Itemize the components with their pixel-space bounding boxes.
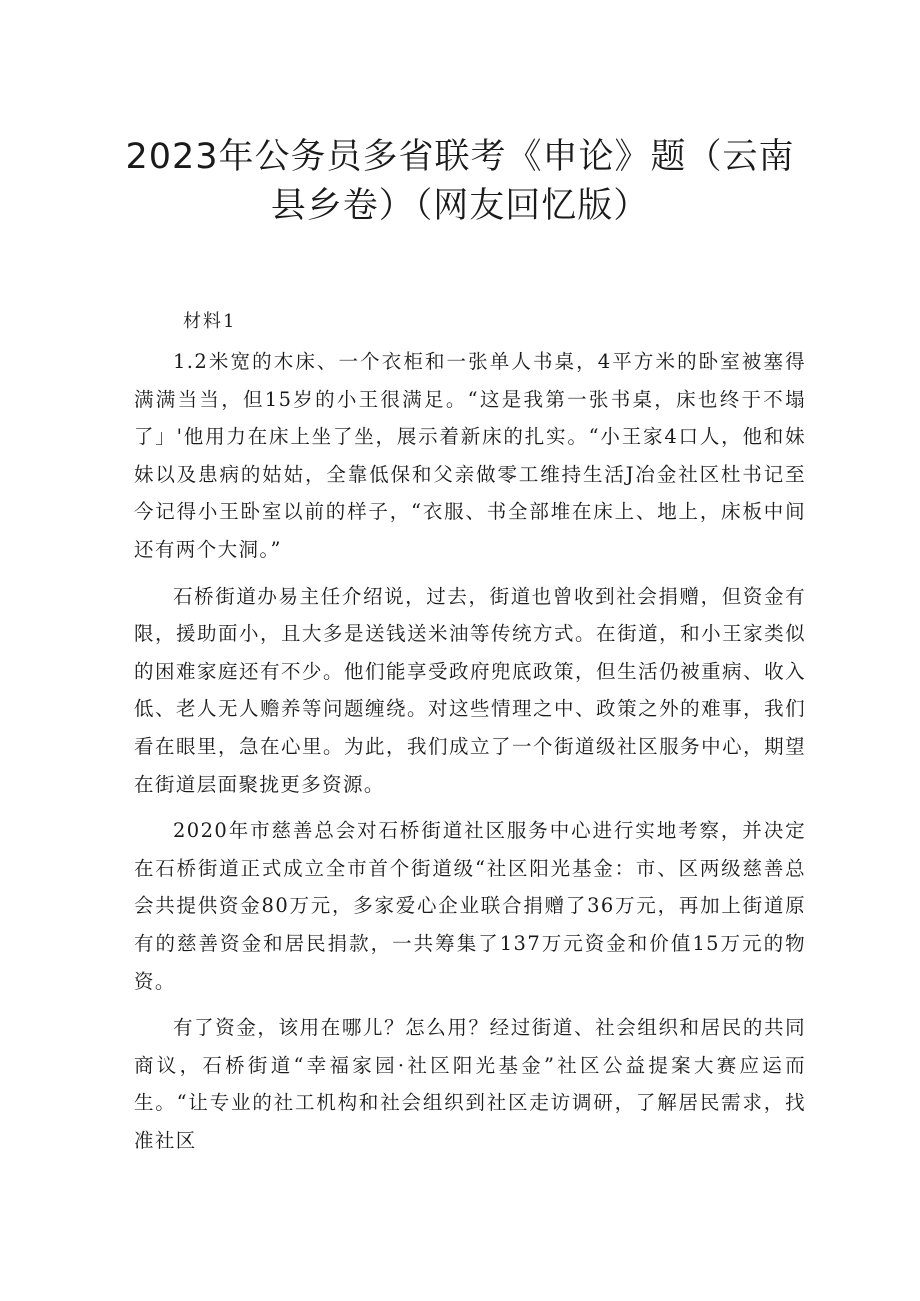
paragraph-1: 1.2米宽的木床、一个衣柜和一张单人书桌，4平方米的卧室被塞得满满当当，但15岁的小王很满足。“这是我第一张书桌，床也终于不塌了」'他用力在床上坐了坐，展示着新床的扎实。“小王家4口人，他和妹妹以及患病的姑姑，全靠低保和父亲做零工维持生活J冶金社区杜书记至今记得小王卧室以前的样子，“衣服、书全部堆在床上、地上，床板中间还有两个大洞。” <box>134 350 806 561</box>
paragraph-2: 石桥街道办易主任介绍说，过去，街道也曾收到社会捐赠，但资金有限，援助面小，且大多是送钱送米油等传统方式。在街道，和小王家类似的困难家庭还有不少。他们能享受政府兜底政策，但生活仍被重病、收入低、老人无人赡养等问题缠绕。对这些情理之中、政策之外的难事，我们看在眼里，急在心里。为此，我们成立了一个街道级社区服务中心，期望在街道层面聚拢更多资源。 <box>134 584 806 796</box>
section-label: 材料1 <box>183 311 237 332</box>
body-text <box>134 343 806 1168</box>
document-title-line-1: 2023年公务员多省联考《申论》题（云南 <box>125 137 795 177</box>
paragraph-3: 2020年市慈善总会对石桥街道社区服务中心进行实地考察，并决定在石桥街道正式成立全市首个街道级“社区阳光基金：市、区两级慈善总会共提供资金80万元，多家爱心企业联合捐赠了36万元，再加上街道原有的慈善资金和居民捐款，一共筹集了137万元资金和价值15万元的物资。 <box>134 819 806 993</box>
paragraph-4: 有了资金，该用在哪儿？怎么用？经过街道、社会组织和居民的共同商议，石桥街道“幸福家园·社区阳光基金”社区公益提案大赛应运而生。“让专业的社工机构和社会组织到社区走访调研，了解居民需求，找准社区 <box>134 1016 806 1152</box>
document-title-line-2: 县乡卷）（网友回忆版） <box>270 186 650 226</box>
